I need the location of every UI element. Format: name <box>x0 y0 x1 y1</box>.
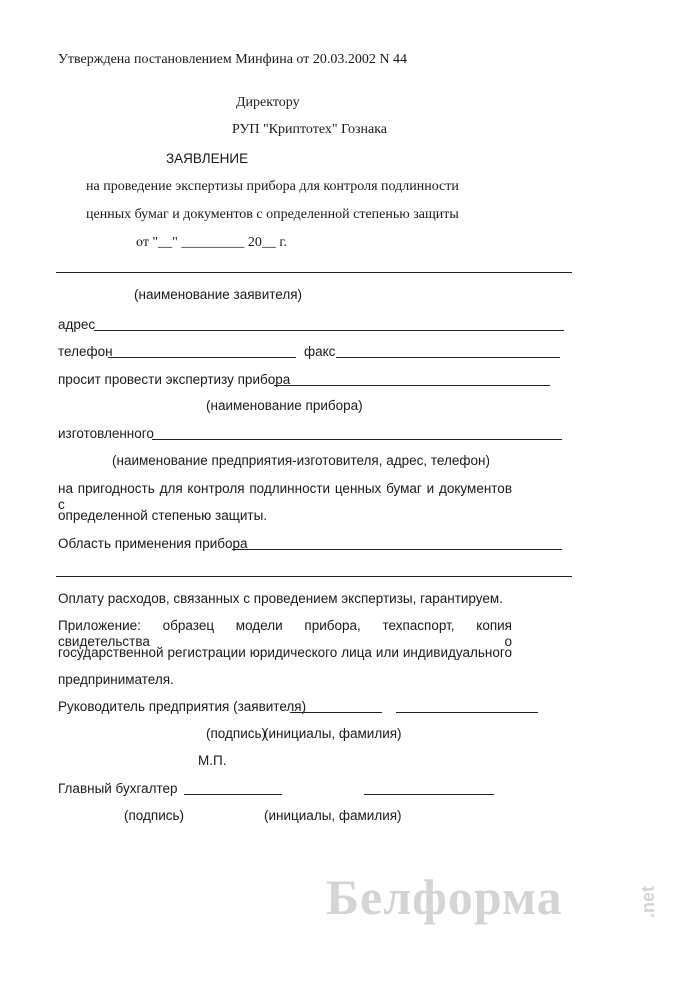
accountant-signature-field[interactable] <box>184 794 282 795</box>
head-initials-field[interactable] <box>396 712 538 713</box>
form-subtitle-line1: на проведение экспертизы прибора для контроля подлинности <box>86 179 459 194</box>
stamp-place: М.П. <box>198 753 227 768</box>
head-initials-caption: (инициалы, фамилия) <box>264 726 402 741</box>
address-label: адрес <box>58 317 96 332</box>
address-field[interactable] <box>94 330 564 331</box>
device-name-field[interactable] <box>274 385 550 386</box>
appendix-line3: предпринимателя. <box>58 672 174 687</box>
accountant-signature-caption: (подпись) <box>124 808 185 823</box>
date-line: от "__" _________ 20__ г. <box>136 235 288 250</box>
manufactured-label: изготовленного <box>58 426 154 441</box>
watermark-logo: Белформа <box>326 869 563 925</box>
addressee-title: Директору <box>236 95 300 110</box>
accountant-label: Главный бухгалтер <box>58 781 178 796</box>
manufacturer-caption: (наименование предприятия-изготовителя, адрес, телефон) <box>112 453 490 468</box>
form-title: ЗАЯВЛЕНИЕ <box>166 151 249 166</box>
accountant-initials-field[interactable] <box>364 794 494 795</box>
head-label: Руководитель предприятия (заявителя) <box>58 699 307 714</box>
applicant-caption: (наименование заявителя) <box>134 287 303 302</box>
payment-guarantee: Оплату расходов, связанных с проведением экспертизы, гарантируем. <box>58 591 503 606</box>
appendix-line1: Приложение: образец модели прибора, техпаспорт, копия свидетельства о <box>58 618 512 649</box>
scope-field-continuation[interactable] <box>56 576 572 577</box>
manufacturer-field[interactable] <box>152 439 562 440</box>
suitability-line2: определенной степенью защиты. <box>58 508 268 523</box>
phone-field[interactable] <box>108 357 296 358</box>
appendix-line2: государственной регистрации юридического лица или индивидуального <box>58 645 512 660</box>
approval-note: Утверждена постановлением Минфина от 20.03.2002 N 44 <box>58 52 407 67</box>
applicant-name-field[interactable] <box>56 272 572 273</box>
accountant-initials-caption: (инициалы, фамилия) <box>264 808 402 823</box>
request-label: просит провести экспертизу прибора <box>58 372 291 387</box>
phone-label: телефон <box>58 344 113 359</box>
scope-label: Область применения прибора <box>58 536 248 551</box>
head-signature-field[interactable] <box>290 712 382 713</box>
form-subtitle-line2: ценных бумаг и документов с определенной степенью защиты <box>86 207 459 222</box>
fax-label: факс <box>304 344 336 359</box>
suitability-line1: на пригодность для контроля подлинности ценных бумаг и документов с <box>58 481 512 512</box>
head-signature-caption: (подпись) <box>206 726 267 741</box>
device-caption: (наименование прибора) <box>206 398 363 413</box>
addressee-organization: РУП "Криптотех" Гознака <box>232 122 388 137</box>
watermark-domain: .net <box>637 885 658 918</box>
scope-field[interactable] <box>232 549 562 550</box>
fax-field[interactable] <box>336 357 560 358</box>
